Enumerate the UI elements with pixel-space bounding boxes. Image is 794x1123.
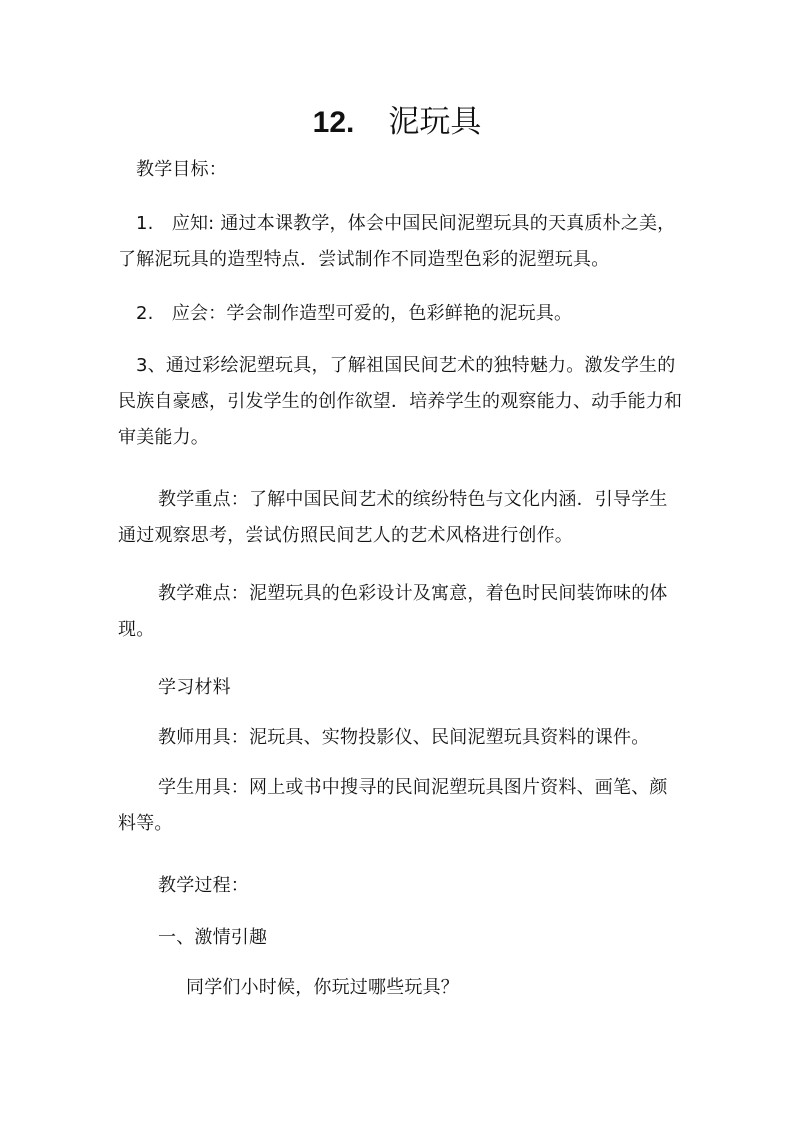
- paragraph-objectives-heading: 教学目标：: [136, 159, 227, 180]
- paragraph-objective-1: 1. 应知: 通过本课教学，体会中国民间泥塑玩具的天真质朴之美，了解泥玩具的造型特点．尝试制作不同造型色彩的泥塑玩具。: [118, 213, 676, 270]
- paragraph-section-one: 一、激情引趣: [158, 927, 268, 948]
- paragraph-objective-3: 3、通过彩绘泥塑玩具，了解祖国民间艺术的独特魅力。激发学生的民族自豪感，引发学生的创作欲望．培养学生的观察能力、动手能力和审美能力。: [118, 355, 683, 448]
- paragraph-materials-heading: 学习材料: [158, 677, 231, 698]
- title-number: 12.: [312, 106, 355, 139]
- paragraph-teacher-tools: 教师用具：泥玩具、实物投影仪、民间泥塑玩具资料的课件。: [158, 727, 650, 748]
- paragraph-objective-2: 2. 应会：学会制作造型可爱的，色彩鲜艳的泥玩具。: [136, 303, 573, 324]
- paragraph-question: 同学们小时候，你玩过哪些玩具？: [186, 977, 459, 998]
- page-title: [0, 96, 794, 141]
- paragraph-key-points: 教学重点：了解中国民间艺术的缤纷特色与文化内涵．引导学生通过观察思考，尝试仿照民间艺人的艺术风格进行创作。: [118, 489, 668, 546]
- title-text: 泥玩具: [388, 104, 482, 140]
- paragraph-process-heading: 教学过程：: [158, 875, 249, 896]
- paragraph-difficulties: 教学难点：泥塑玩具的色彩设计及寓意，着色时民间装饰味的体现。: [118, 583, 668, 640]
- paragraph-student-tools: 学生用具：网上或书中搜寻的民间泥塑玩具图片资料、画笔、颜料等。: [118, 777, 668, 834]
